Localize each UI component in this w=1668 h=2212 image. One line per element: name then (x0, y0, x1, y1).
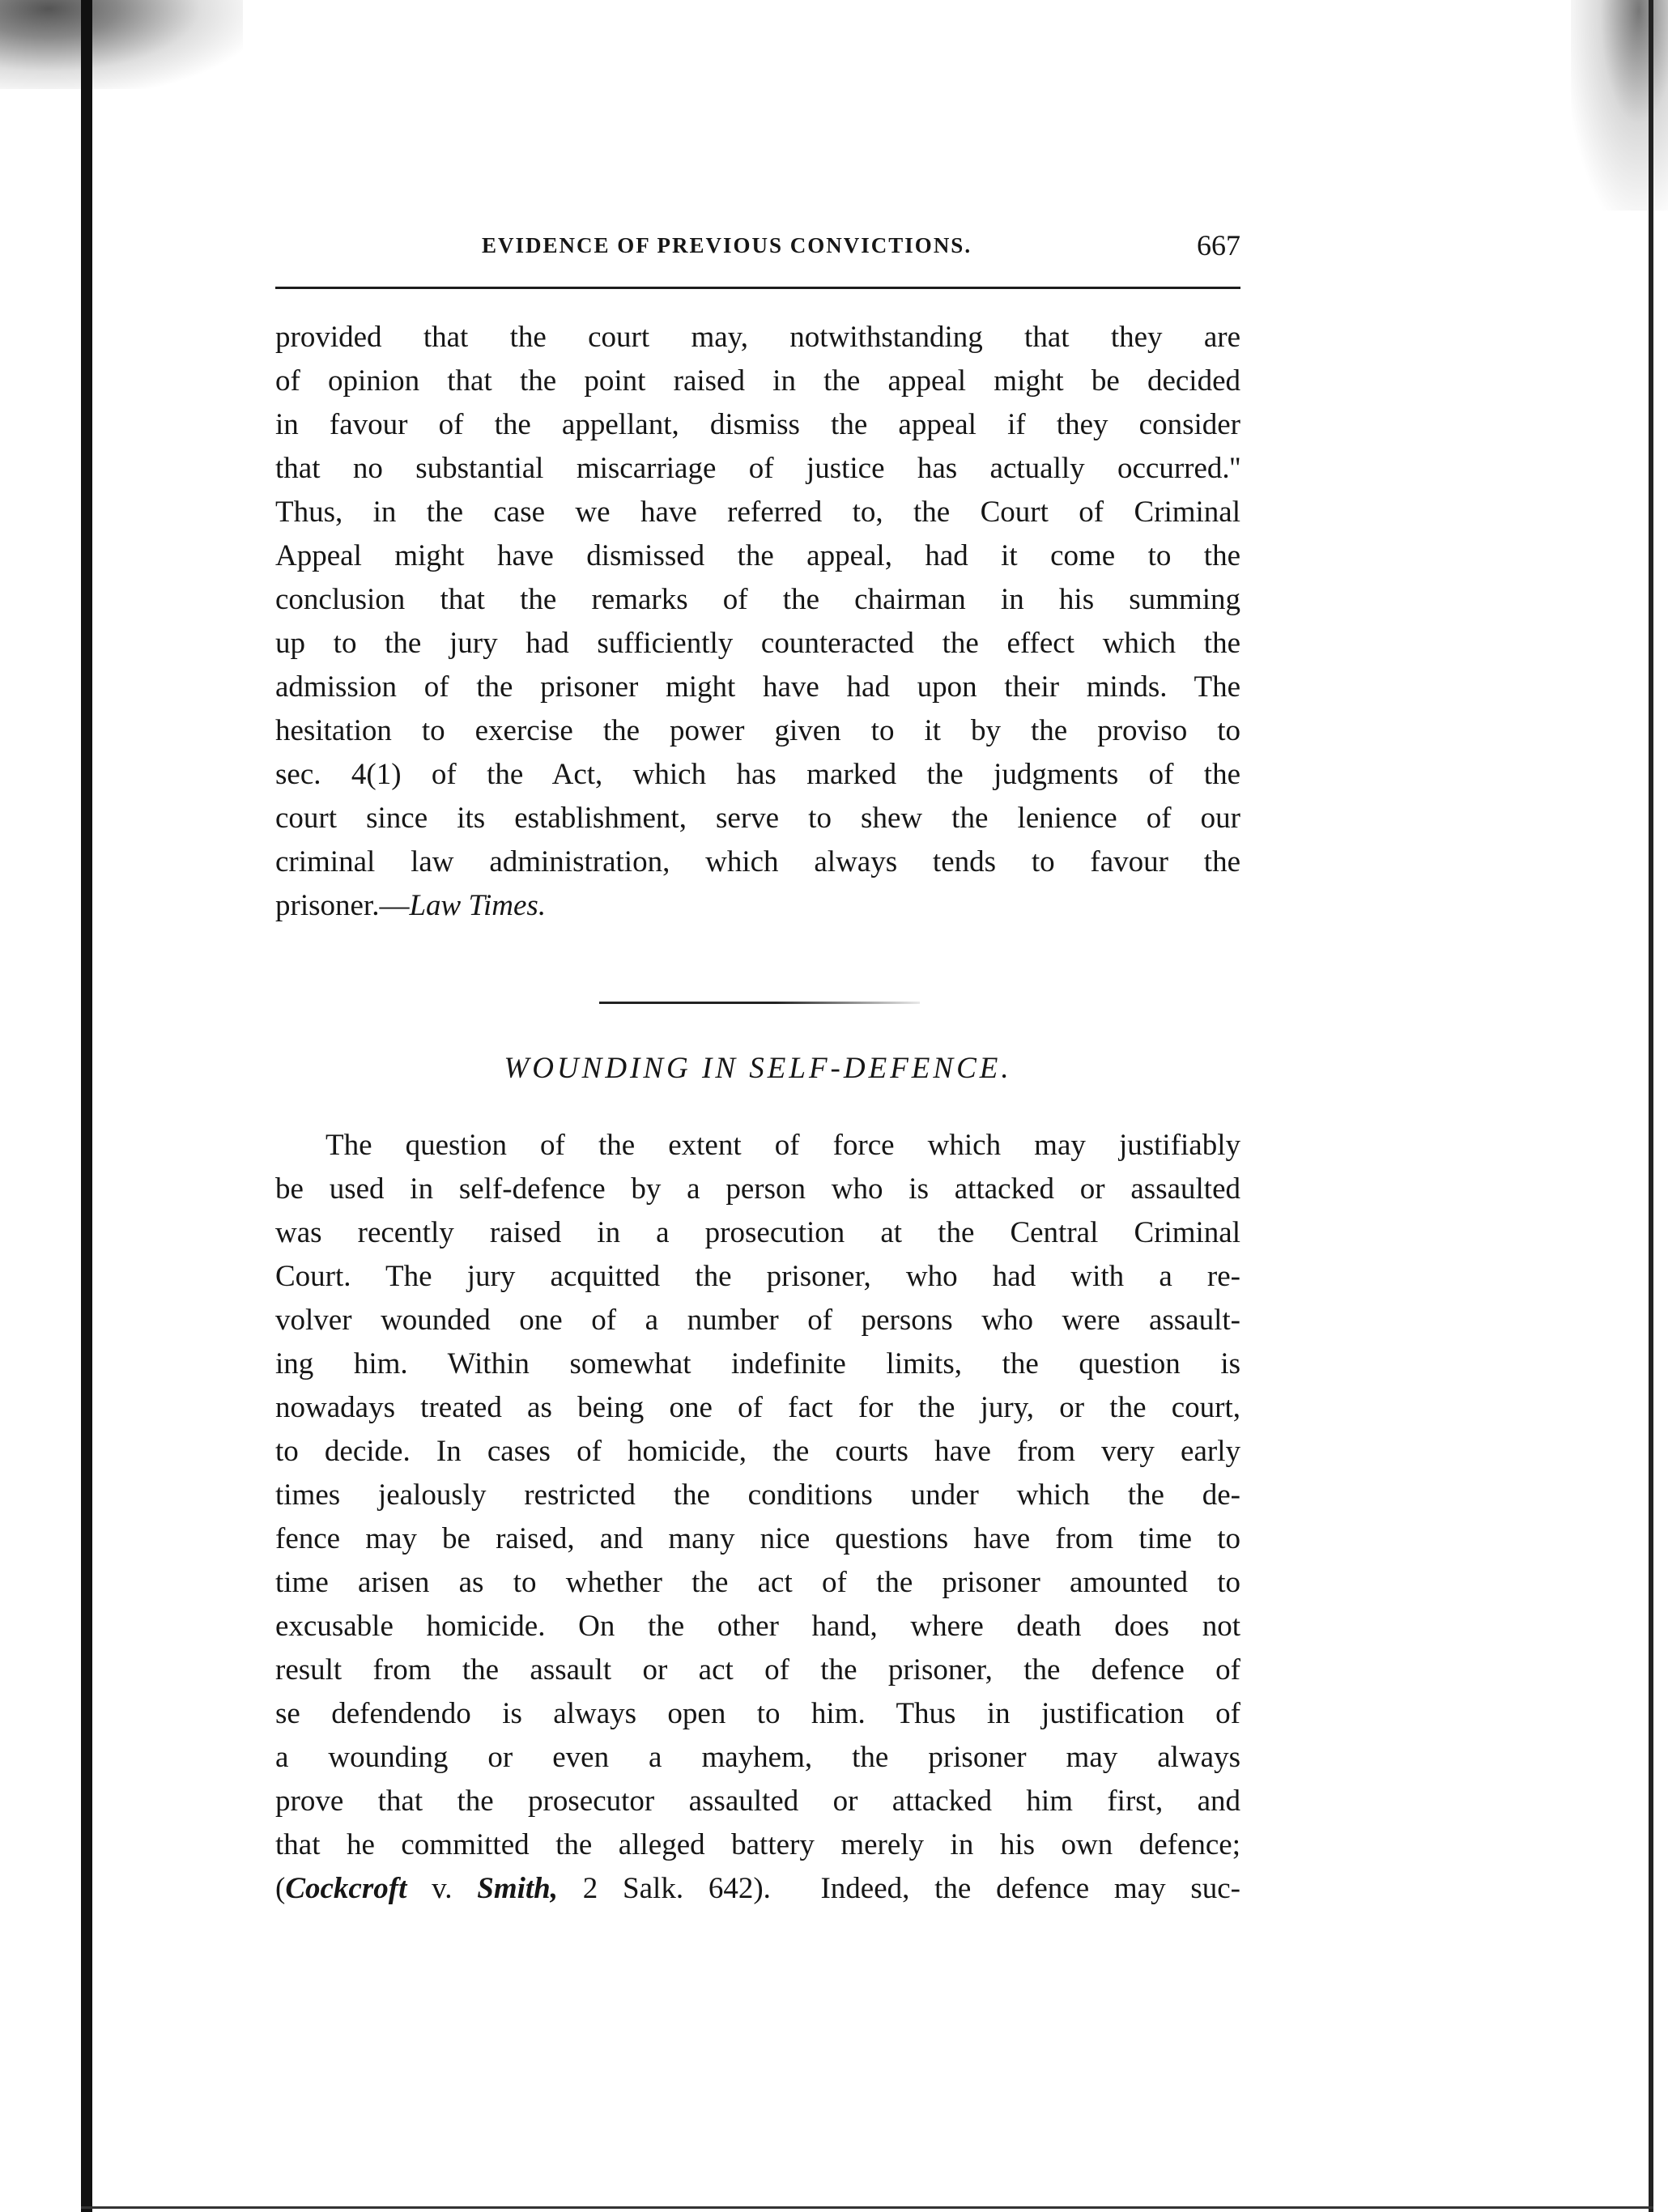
text-line: nowadays treated as being one of fact for the jury, or the court, (275, 1391, 1240, 1424)
case-name-b: Smith, (477, 1872, 558, 1905)
text-line: prisoner.— (275, 889, 410, 922)
citation-open: ( (275, 1872, 286, 1905)
running-head: EVIDENCE OF PREVIOUS CONVICTIONS. (482, 233, 972, 257)
source-attribution: Law Times. (409, 889, 547, 922)
text-line: Thus, in the case we have referred to, the Court of Criminal (275, 496, 1240, 529)
scan-edge-bottom (81, 2206, 1653, 2209)
scan-edge-right (1649, 0, 1653, 2212)
citation-reference: 2 Salk. 642). (558, 1872, 771, 1905)
text-line: court since its establishment, serve to shew the lenience of our (275, 802, 1240, 835)
text-line-tail: Indeed, the defence may suc- (820, 1872, 1240, 1905)
section-divider (599, 1002, 920, 1004)
text-line-with-source (275, 884, 1240, 928)
text-line: sec. 4(1) of the Act, which has marked the judgments of the (275, 758, 1240, 791)
text-line: to decide. In cases of homicide, the courts have from very early (275, 1435, 1240, 1468)
case-versus: v. (406, 1872, 478, 1905)
scan-smudge-top-right (1571, 0, 1668, 211)
scan-edge-left (81, 0, 92, 2212)
text-line: criminal law administration, which always tends to favour the (275, 845, 1240, 878)
text-line: that no substantial miscarriage of justice has actually occurred.'' (275, 452, 1240, 485)
text-line: prove that the prosecutor assaulted or attacked him first, and (275, 1784, 1240, 1818)
section-title: WOUNDING IN SELF-DEFENCE. (504, 1052, 1012, 1085)
text-line: volver wounded one of a number of persons who were assault- (275, 1304, 1240, 1337)
page-number: 667 (1197, 229, 1240, 262)
text-line: time arisen as to whether the act of the prisoner amounted to (275, 1566, 1240, 1599)
text-line: times jealously restricted the conditions under which the de- (275, 1478, 1240, 1512)
case-name-a: Cockcroft (285, 1872, 407, 1905)
paragraph-self-defence (275, 1124, 1240, 1911)
text-line: excusable homicide. On the other hand, where death does not (275, 1610, 1240, 1643)
text-line: admission of the prisoner might have had upon their minds. The (275, 670, 1240, 704)
text-line: se defendendo is always open to him. Thus in justification of (275, 1697, 1240, 1730)
text-line: Appeal might have dismissed the appeal, had it come to the (275, 539, 1240, 572)
text-line: result from the assault or act of the prisoner, the defence of (275, 1653, 1240, 1687)
text-line: ing him. Within somewhat indefinite limits, the question is (275, 1347, 1240, 1380)
text-line: in favour of the appellant, dismiss the appeal if they consider (275, 408, 1240, 441)
text-line: The question of the extent of force which may justifiably (326, 1129, 1240, 1162)
text-line: up to the jury had sufficiently counteracted the effect which the (275, 627, 1240, 660)
citation-line (275, 1867, 1240, 1911)
page-header (275, 228, 1240, 269)
text-line: of opinion that the point raised in the appeal might be decided (275, 364, 1240, 398)
text-line: conclusion that the remarks of the chairman in his summing (275, 583, 1240, 616)
text-line: was recently raised in a prosecution at the Central Criminal (275, 1216, 1240, 1249)
text-line: fence may be raised, and many nice questions have from time to (275, 1522, 1240, 1555)
text-line: Court. The jury acquitted the prisoner, who had with a re- (275, 1260, 1240, 1293)
text-line: be used in self-defence by a person who is attacked or assaulted (275, 1172, 1240, 1206)
scan-smudge-top-left (0, 0, 243, 89)
text-line: that he committed the alleged battery merely in his own defence; (275, 1828, 1240, 1861)
header-rule (275, 287, 1240, 289)
text-line: a wounding or even a mayhem, the prisoner may always (275, 1741, 1240, 1774)
text-line: provided that the court may, notwithstanding that they are (275, 321, 1240, 354)
text-line: hesitation to exercise the power given to it by the proviso to (275, 714, 1240, 747)
paragraph-previous-convictions (275, 316, 1240, 928)
